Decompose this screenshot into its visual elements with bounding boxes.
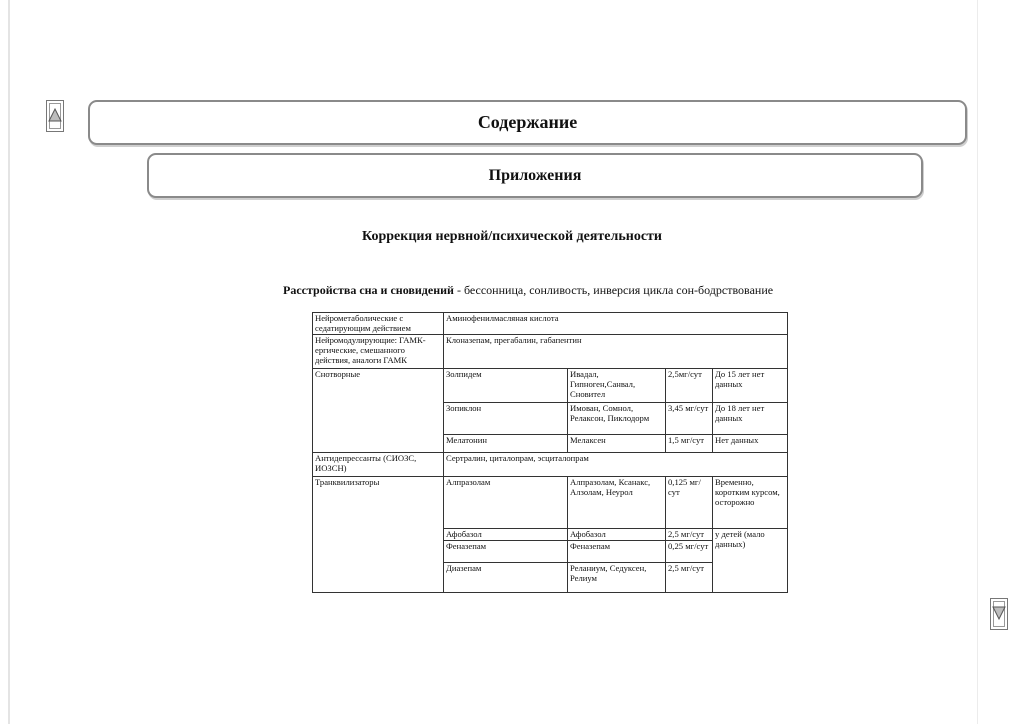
table-row: [313, 477, 788, 529]
table-cell: Мелатонин: [444, 435, 568, 453]
table-cell: До 15 лет нет данных: [713, 369, 788, 403]
table-row: [313, 369, 788, 403]
triangle-up-icon: [48, 108, 62, 122]
subtitle-rest: - бессонница, сонливость, инверсия цикла сон-бодрствование: [453, 283, 774, 297]
appendix-button[interactable]: [147, 153, 923, 198]
table-cell: Афобазол: [568, 529, 666, 541]
table-cell: 0,125 мг/сут: [666, 477, 713, 529]
section-subtitle: [283, 283, 773, 298]
table-cell: Снотворные: [313, 369, 444, 453]
contents-button[interactable]: [88, 100, 967, 145]
table-cell: Временно, коротким курсом, осторожно: [713, 477, 788, 529]
table-cell: Зопиклон: [444, 403, 568, 435]
table-cell: 0,25 мг/сут: [666, 541, 713, 563]
table-cell: 1,5 мг/сут: [666, 435, 713, 453]
table-cell: Афобазол: [444, 529, 568, 541]
triangle-down-icon: [992, 606, 1006, 620]
table-cell: Клоназепам, прегабалин, габапентин: [444, 335, 788, 369]
page-right-edge: [977, 0, 978, 724]
table-cell: До 18 лет нет данных: [713, 403, 788, 435]
table-cell: 2,5мг/сут: [666, 369, 713, 403]
table-cell: 2,5 мг/сут: [666, 563, 713, 593]
medication-table: [312, 312, 788, 593]
table-cell: Алпразолам: [444, 477, 568, 529]
table-row: [313, 313, 788, 335]
table-cell: Нет данных: [713, 435, 788, 453]
table-cell: Транквилизаторы: [313, 477, 444, 593]
appendix-label: Приложения: [488, 166, 582, 184]
table-cell: Реланиум, Седуксен, Релиум: [568, 563, 666, 593]
scroll-up-button[interactable]: [46, 100, 64, 132]
table-row: [313, 453, 788, 477]
table-cell: Нейрометаболические с седатирующим действием: [313, 313, 444, 335]
table-cell: Феназепам: [568, 541, 666, 563]
table-cell: 2,5 мг/сут: [666, 529, 713, 541]
table-row: [313, 335, 788, 369]
table-cell: 3,45 мг/сут: [666, 403, 713, 435]
table-cell: Ивадал, Гипноген,Санвал, Сновител: [568, 369, 666, 403]
subtitle-bold: Расстройства сна и сновидений: [283, 283, 454, 297]
table-cell: Мелаксен: [568, 435, 666, 453]
section-title: Коррекция нервной/психической деятельности: [362, 229, 662, 244]
table-cell: у детей (мало данных): [713, 529, 788, 593]
table-cell: Феназепам: [444, 541, 568, 563]
table-cell: Золпидем: [444, 369, 568, 403]
page-left-edge: [8, 0, 10, 724]
table-cell: Сертралин, циталопрам, эсциталопрам: [444, 453, 788, 477]
table-cell: Имован, Сомнол, Релаксон, Пиклодорм: [568, 403, 666, 435]
table-cell: Алпразолам, Ксанакс, Алзолам, Неурол: [568, 477, 666, 529]
table-cell: Диазепам: [444, 563, 568, 593]
table-cell: Аминофенилмасляная кислота: [444, 313, 788, 335]
table-cell: Антидепрессанты (СИОЗС, ИОЗСН): [313, 453, 444, 477]
contents-label: Содержание: [477, 112, 578, 132]
scroll-down-button[interactable]: [990, 598, 1008, 630]
table-cell: Нейромодулирующие: ГАМК-ергические, смешанного действия, аналоги ГАМК: [313, 335, 444, 369]
